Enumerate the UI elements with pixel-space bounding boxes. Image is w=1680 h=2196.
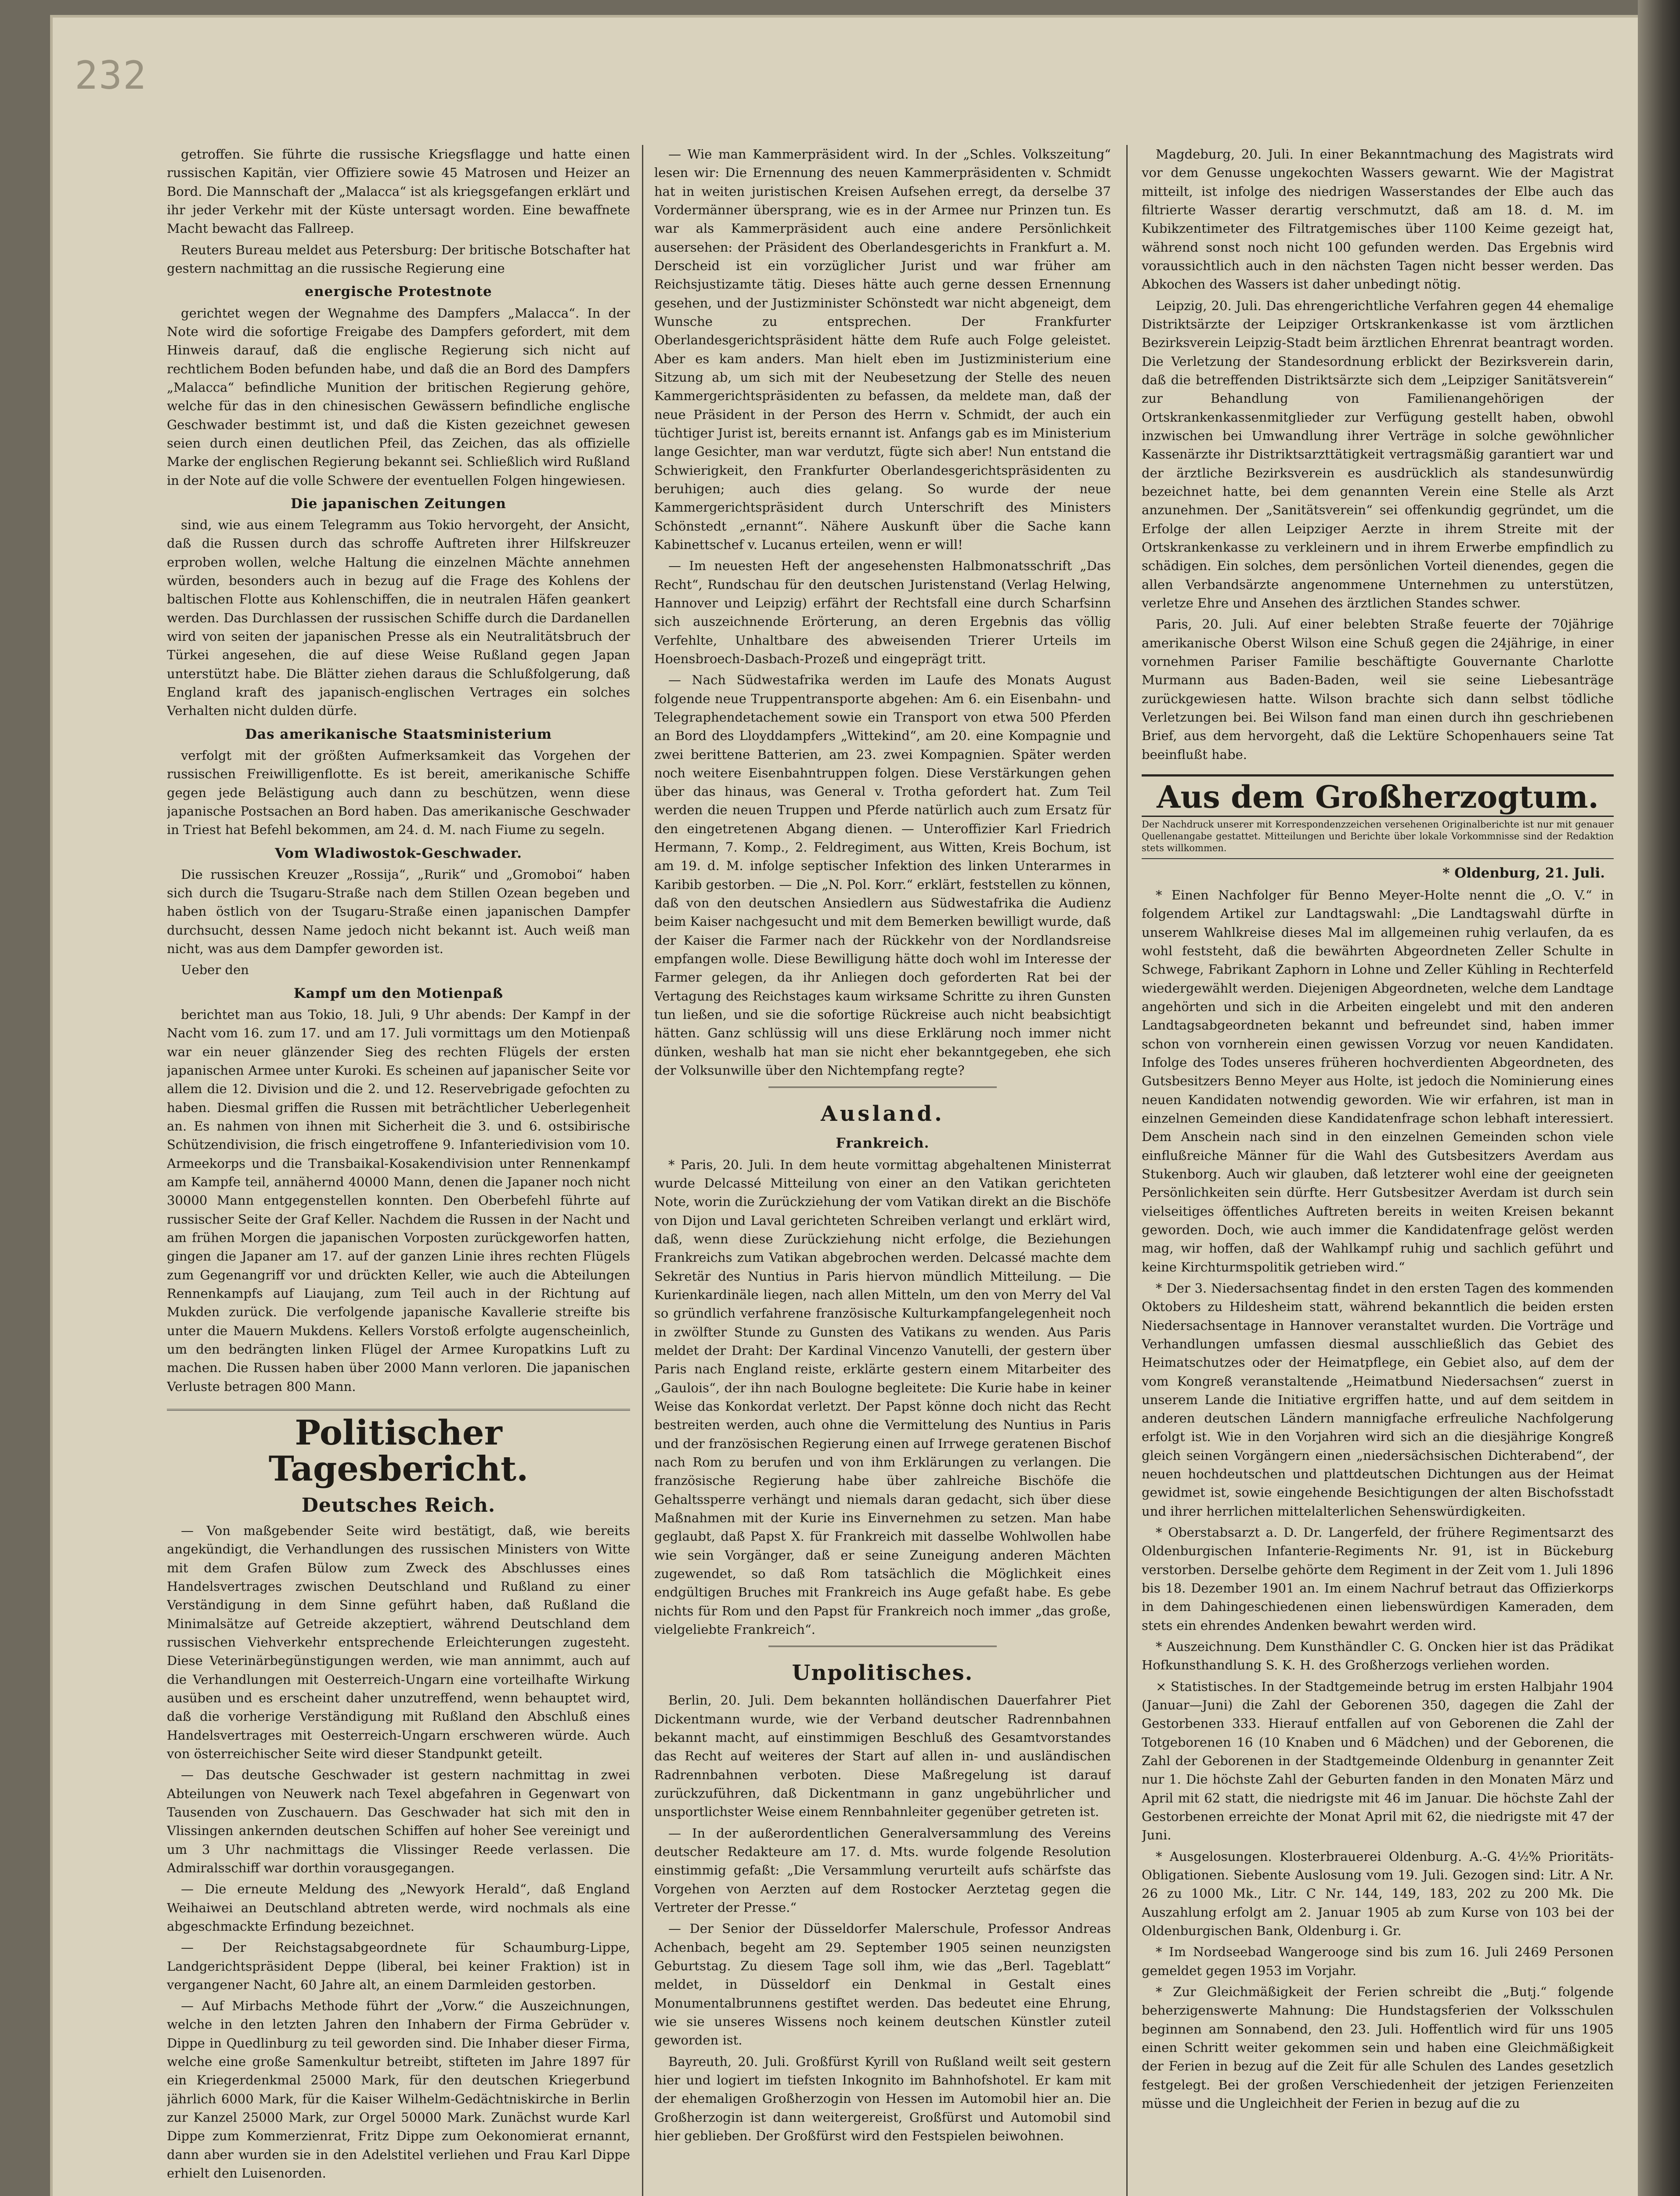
paragraph: — Der Senior der Düsseldorfer Malerschule, Professor Andreas Achenbach, begeht am 29. September 1905 seinen neunzigsten Geburtstag. Zu diesem Tage soll ihm, wie das „Berl. Tageblatt“ meldet, in Düsseldorf ein Denkmal in Gestalt eines Monumentalbrunnens gestiftet werden. Das bedeutet eine Ehrung, wie sie unseres Wissens noch keinem deutschen Künstler zuteil geworden ist. bbox=[654, 1921, 1111, 2048]
column-1 bbox=[167, 145, 630, 2196]
paragraph: Magdeburg, 20. Juli. In einer Bekanntmachung des Magistrats wird vor dem Genusse ungekochten Wassers gewarnt. Wie der Magistrat mitteilt, ist infolge des niedrigen Wasserstandes der Elbe auch das filtrierte Wasser derartig verschmutzt, daß am 18. d. M. im Kubikzentimeter des Filtratgemisches über 1100 Keime gezeigt hat, während sonst noch nicht 100 gefunden werden. Das Ergebnis wird voraussichtlich auch in den nächsten Tagen nicht besser werden. Das Abkochen des Wassers ist daher unbedingt nötig. bbox=[1142, 147, 1614, 292]
section-title: Unpolitisches. bbox=[792, 1661, 973, 1686]
paragraph: Berlin, 20. Juli. Dem bekannten holländischen Dauerfahrer Piet Dickentmann wurde, wie der Verband deutscher Radrennbahnen bekannt macht, auf einstimmigen Beschluß des Gesamtvorstandes das Recht auf weiteres der Start auf allen in- und ausländischen Radrennbahnen verboten. Diese Maßregelung ist darauf zurückzuführen, daß Dickentmann in ganz ungebührlicher und unsportlichster Weise einem Rennbahnleiter gegenüber getreten ist. bbox=[654, 1693, 1111, 1820]
paragraph: — Im neuesten Heft der angesehensten Halbmonatsschrift „Das Recht“, Rundschau für den deutschen Juristenstand (Verlag Helwing, Hannover und Leipzig) erfährt der Rechtsfall eine durch Scharfsinn sich auszeichnende Erörterung, an deren Ergebnis das völlig Verfehlte, Unhaltbare des abweisenden Trierer Urteils im Hoensbroech-Dasbach-Prozeß und eingeprägt tritt. bbox=[654, 558, 1111, 666]
paragraph: — Der Reichstagsabgeordnete für Schaumburg-Lippe, Landgerichtspräsident Deppe (liberal, bei keiner Fraktion) ist in vergangener Nacht, 60 Jahre alt, an einem Darmleiden gestorben. bbox=[167, 1940, 630, 1992]
section-subtitle: Deutsches Reich. bbox=[301, 1494, 496, 1517]
paragraph: — Von maßgebender Seite wird bestätigt, daß, wie bereits angekündigt, die Verhandlungen des russischen Ministers von Witte mit dem Grafen Bülow zum Zweck des Abschlusses eines Handelsvertrages zwischen Deutschland und Rußland zu einer Verständigung in dem Sinne geführt haben, daß Rußland die Minimalsätze auf Getreide akzeptiert, während Deutschland dem russischen Viehverkehr entsprechende Erleichterungen zugesteht. Diese Veterinärbegünstigungen werden, wie man annimmt, auch auf die Verhandlungen mit Oesterreich-Ungarn eine vorteilhafte Wirkung ausüben und es erscheint daher unzutreffend, wenn behauptet wird, daß die vorherige Verständigung mit Rußland den Abschluß eines Handelsvertrages mit Oesterreich-Ungarn erschweren würde. Auch von österreichischer Seite wird dieser Standpunkt geteilt. bbox=[167, 1523, 630, 1761]
paragraph: * Oberstabsarzt a. D. Dr. Langerfeld, der frühere Regimentsarzt des Oldenburgischen Infanterie-Regiments Nr. 91, ist in Bückeburg verstorben. Derselbe gehörte dem Regiment in der Zeit vom 1. Juli 1896 bis 18. Dezember 1901 an. Im einem Nachruf betraut das Offizierkorps in dem Dahingeschiedenen einen liebenswürdigen Kameraden, dem stets ein ehrendes Andenken bewahrt werden wird. bbox=[1142, 1525, 1614, 1633]
column-3 bbox=[1142, 145, 1614, 2196]
paragraph: — Auf Mirbachs Methode führt der „Vorw.“ die Auszeichnungen, welche in den letzten Jahren den Inhabern der Firma Gebrüder v. Dippe in Quedlinburg zu teil geworden sind. Die Inhaber dieser Firma, welche eine große Samenkultur betreibt, stifteten im Jahre 1897 für ein Kriegerdenkmal 25000 Mark, für den deutschen Kriegerbund jährlich 6000 Mark, für die Kaiser Wilhelm-Gedächtniskirche in Berlin zur Kanzel 25000 Mark, zur Orgel 50000 Mark. Zunächst wurde Karl Dippe zum Kommerzienrat, Fritz Dippe zum Oekonomierat ernannt, dann aber wurden sie in den Adelstitel verliehen und Frau Karl Dippe erhielt den Luisenorden. bbox=[167, 1998, 630, 2181]
subheading: Das amerikanische Staatsministerium bbox=[245, 726, 552, 742]
paragraph: * Im Nordseebad Wangerooge sind bis zum 16. Juli 2469 Personen gemeldet gegen 1953 im Vorjahr. bbox=[1142, 1944, 1614, 1978]
section-title: Aus dem Großherzogtum. bbox=[1142, 774, 1614, 817]
section-title: Ausland. bbox=[821, 1102, 945, 1127]
separator bbox=[768, 1646, 997, 1647]
column-2 bbox=[654, 145, 1111, 2196]
paragraph: Die russischen Kreuzer „Rossija“, „Rurik“ und „Gromoboi“ haben sich durch die Tsugaru-Straße nach dem Stillen Ozean begeben und haben östlich von der Tsugaru-Straße einen japanischen Dampfer durchsucht, dessen Name jedoch nicht bekannt ist. Auch weiß man nicht, was aus dem Dampfer geworden ist. bbox=[167, 867, 630, 957]
page-edge bbox=[1638, 0, 1680, 2196]
paragraph: sind, wie aus einem Telegramm aus Tokio hervorgeht, der Ansicht, daß die Russen durch das schroffe Auftreten ihrer Hilfskreuzer erproben wollen, welche Haltung die einzelnen Mächte annehmen würden, besonders auch in bezug auf die Frage des Kohlens der baltischen Flotte aus Kohlenschiffen, die in neutralen Häfen geankert werden. Das Durchlassen der russischen Schiffe durch die Dardanellen wird von seiten der japanischen Presse als ein Neutralitätsbruch der Türkei angesehen, die auf diese Weise Rußland gegen Japan unterstützt habe. Die Blätter ziehen daraus die Schlußfolgerung, daß England kraft des japanisch-englischen Vertrages ein solches Verhalten nicht dulden dürfe. bbox=[167, 517, 630, 719]
paragraph: gerichtet wegen der Wegnahme des Dampfers „Malacca“. In der Note wird die sofortige Freigabe des Dampfers gefordert, mit dem Hinweis darauf, daß die englische Regierung sich nicht auf rechtlichem Boden befunden habe, und daß die an Bord des Dampfers „Malacca“ befindliche Munition der britischen Regierung gehöre, welche für das in den chinesischen Gewässern befindliche englische Geschwader bestimmt ist, und daß die Kisten gezeichnet gewesen seien durch einen deutlichen Pfeil, das Zeichen, das als offizielle Marke der englischen Regierung bekannt sei. Schließlich wird Rußland in der Note auf die volle Schwere der eventuellen Folgen hingewiesen. bbox=[167, 305, 630, 488]
dateline: * Oldenburg, 21. Juli. bbox=[1442, 865, 1605, 881]
paragraph: — Die erneute Meldung des „Newyork Herald“, daß England Weihaiwei an Deutschland abtreten werde, wird nochmals als eine abgeschmackte Erfindung bezeichnet. bbox=[167, 1882, 630, 1934]
column-divider bbox=[642, 145, 643, 2196]
column-divider bbox=[1126, 145, 1128, 2196]
paragraph: — Nach Südwestafrika werden im Laufe des Monats August folgende neue Truppentransporte abgehen: Am 6. ein Eisenbahn- und Telegraphendetachement sowie ein Transport von etwa 500 Pferden an Bord des Lloyddampfers „Wittekind“, am 20. eine Kompagnie und zwei berittene Batterien, am 23. zwei Kompagnien. Später werden noch weitere Eisenbahntruppen folgen. Diese Verstärkungen gehen über das hinaus, was General v. Trotha gefordert hat. Zum Teil werden die neuen Truppen und Pferde natürlich auch zum Ersatz für den eingetretenen Abgang dienen. — Unteroffizier Karl Friedrich Hermann, 7. Komp., 2. Feldregiment, aus Witten, Kreis Bochum, ist am 19. d. M. infolge septischer Infektion des linken Unterarmes in Karibib gestorben. — Die „N. Pol. Korr.“ erklärt, feststellen zu können, daß von den deutschen Ansiedlern aus Südwestafrika die Audienz beim Kaiser nachgesucht und mit dem Bemerken bewilligt wurde, daß der Kaiser die Farmer nach der Rückkehr von der Nordlandsreise empfangen wolle. Diese Bewilligung hätte doch wohl im Interesse der Farmer gelegen, da ihr Anliegen doch geforderten Rat bei der Vertagung des Reichstages kaum wirksame Schritte zu ihren Gunsten tun ließen, und sie die sofortige Rückreise auch nicht beabsichtigt hätten. Ganz schlüssig will uns diese Erklärung noch immer nicht dünken, weshalb hat man sie nicht eher bekanntgegeben, ehe sich der Volksunwille über den Nichtempfang regte? bbox=[654, 672, 1111, 1078]
paragraph: Bayreuth, 20. Juli. Großfürst Kyrill von Rußland weilt seit gestern hier und logiert im tiefsten Inkognito im Bahnhofshotel. Er kam mit der ehemaligen Großherzogin von Hessen im Automobil hier an. Die Großherzogin ist dann weitergereist, Großfürst und Automobil sind hier geblieben. Der Großfürst wird den Festspielen beiwohnen. bbox=[654, 2054, 1111, 2143]
paragraph: Paris, 20. Juli. Auf einer belebten Straße feuerte der 70jährige amerikanische Oberst Wilson eine Schuß gegen die 24jährige, in einer vornehmen Pariser Familie beschäftigte Gouvernante Charlotte Murmann aus Baden-Baden, weil sie seine Liebesanträge zurückgewiesen hatte. Wilson brachte sich dann selbst tödliche Verletzungen bei. Bei Wilson fand man einen durch ihn geschriebenen Brief, aus dem hervorgeht, daß die Lektüre Schopenhauers seine Tat beeinflußt habe. bbox=[1142, 617, 1614, 762]
paragraph: — In der außerordentlichen Generalversammlung des Vereins deutscher Redakteure am 17. d. Mts. wurde folgende Resolution einstimmig gefaßt: „Die Versammlung verurteilt aufs schärfste das Vorgehen von Aerzten auf dem Rostocker Aerztetag gegen die Vertreter der Presse.“ bbox=[654, 1825, 1111, 1915]
paragraph: — Das deutsche Geschwader ist gestern nachmittag in zwei Abteilungen von Neuwerk nach Texel abgefahren in Gegenwart von Tausenden von Zuschauern. Das Geschwader hat sich mit den in Vlissingen ankernden deutschen Schiffen auf hoher See vereinigt und um 3 Uhr nachmittags die Vlissinger Reede verlassen. Die Admiralsschiff war dorthin vorausgegangen. bbox=[167, 1767, 630, 1875]
paragraph: * Einen Nachfolger für Benno Meyer-Holte nennt die „O. V.“ in folgendem Artikel zur Landtagswahl: „Die Landtagswahl dürfte in unserem Wahlkreise dieses Mal im allgemeinen ruhig verlaufen, da es wohl feststeht, daß die bewährten Abgeordneten Zeller Schulte in Schwege, Fabrikant Zaphorn in Lohne und Zeller Kühling in Rechterfeld wiedergewählt werden. Diejenigen Abgeordneten, welche dem Landtage angehörten und sich in die Arbeiten eingelebt und mit den anderen Landtagsabgeordneten bekannt und befreundet sind, haben immer schon von vornherein einen gewissen Vorzug vor neuen Kandidaten. Infolge des Todes unseres früheren hochverdienten Abgeordneten, des Gutsbesitzers Benno Meyer aus Holte, ist jedoch die Nominierung eines neuen Kandidaten notwendig geworden. Wie wir erfahren, ist man in einzelnen Gemeinden diese Kandidatenfrage schon lebhaft interessiert. Dem Anschein nach sind in den einzelnen Gemeinden schon viele einflußreiche Männer für die Wahl des Gutsbesitzers Averdam aus Stukenborg. Auch wir glauben, daß letzterer wohl eine der geeigneten Persönlichkeiten sein dürfte. Herr Gutsbesitzer Averdam ist durch sein vielseitiges öffentliches Auftreten bereits in weiten Kreisen bekannt geworden. Doch, wie auch immer die Kandidatenfrage gelöst werden mag, wir hoffen, daß der Wahlkampf ruhig und sachlich geführt und keine Kirchturmspolitik getrieben wird.“ bbox=[1142, 887, 1614, 1275]
section-subtitle: Frankreich. bbox=[836, 1135, 930, 1152]
paragraph: verfolgt mit der größten Aufmerksamkeit das Vorgehen der russischen Freiwilligenflotte. Es ist bereit, amerikanische Schiffe gegen jede Belästigung auch dann zu beschützen, wenn diese japanische Postsachen an Bord haben. Das amerikanische Geschwader in Triest hat Befehl bekommen, am 24. d. M. nach Fiume zu segeln. bbox=[167, 748, 630, 838]
paragraph: Ueber den bbox=[181, 962, 249, 978]
paragraph: * Paris, 20. Juli. In dem heute vormittag abgehaltenen Ministerrat wurde Delcassé Mitteilung von einer an den Vatikan gerichteten Note, worin die Zurückziehung der vom Vatikan direkt an die Bischöfe von Dijon und Laval gerichteten Schreiben verlangt und erklärt wird, daß, wenn diese Zurückziehung nicht erfolge, die Beziehungen Frankreichs zum Vatikan abgebrochen werden. Delcassé machte dem Sekretär des Nuntius in Paris hiervon mündlich Mitteilung. — Die Kurienkardinäle liegen, nach allen Mitteln, um den von Merry del Val so gründlich verfahrene französische Kulturkampfangelegenheit noch in zwölfter Stunde zu Gunsten des Vatikans zu wenden. Aus Paris meldet der Draht: Der Kardinal Vincenzo Vanutelli, der gestern über Paris nach England reiste, erklärte gestern einem Mitarbeiter des „Gaulois“, der ihn nach Boulogne begleitete: Die Kurie habe in keiner Weise das Konkordat verletzt. Der Papst könne doch nicht das Recht bestreiten werden, auch ohne die Vermittelung des Nuntius in Paris und der französischen Regierung einen auf Irrwege geratenen Bischof nach Rom zu berufen und von ihm Erklärungen zu verlangen. Die französische Regierung habe über zahlreiche Bischöfe die Gehaltssperre verhängt und niemals daran gedacht, sich über diese Maßnahmen mit der Kurie ins Einvernehmen zu setzen. Man habe geglaubt, daß Papst X. für Frankreich mit dasselbe Wohlwollen habe wie sein Vorgänger, daß er seine Zuneigung anderen Mächten zugewendet, so daß Rom tatsächlich die Möglichkeit eines endgültigen Bruches mit Frankreich ins Auge gefaßt habe. Es gebe nichts für Rom und den Papst für Frankreich noch immer „das große, vielgeliebte Frankreich“. bbox=[654, 1157, 1111, 1637]
page-number: 232 bbox=[75, 53, 147, 98]
subheading: Kampf um den Motienpaß bbox=[293, 985, 504, 1001]
section-title: Politischer Tagesbericht. bbox=[167, 1409, 630, 1487]
paragraph: * Auszeichnung. Dem Kunsthändler C. G. Oncken hier ist das Prädikat Hofkunsthandlung S. K. H. des Großherzogs verliehen worden. bbox=[1142, 1639, 1614, 1673]
paragraph: × Statistisches. In der Stadtgemeinde betrug im ersten Halbjahr 1904 (Januar—Juni) die Zahl der Geborenen 350, dagegen die Zahl der Gestorbenen 333. Hierauf entfallen auf von Geborenen die Zahl der Totgeborenen 16 (10 Knaben und 6 Mädchen) und der Geborenen, die Zahl der Geborenen in der Stadtgemeinde Oldenburg in genannter Zeit nur 1. Die höchste Zahl der Geburten fanden in den Monaten März und April mit 62 statt, die niedrigste mit 46 im Januar. Die höchste Zahl der Gestorbenen erreichte der Monat April mit 62, die niedrigste mit 47 der Juni. bbox=[1142, 1679, 1614, 1843]
subheading: Vom Wladiwostok-Geschwader. bbox=[274, 845, 523, 861]
subheading: Die japanischen Zeitungen bbox=[291, 495, 506, 512]
reprint-notice: Der Nachdruck unserer mit Korrespondenzzeichen versehenen Originalberichte ist nur mit genauer Quellenangabe gestattet. Mitteilungen und Berichte über lokale Vorkommnisse sind der Redaktion stets willkommen. bbox=[1142, 819, 1614, 859]
paragraph: Reuters Bureau meldet aus Petersburg: Der britische Botschafter hat gestern nachmittag an die russische Regierung eine bbox=[167, 242, 630, 276]
paragraph: berichtet man aus Tokio, 18. Juli, 9 Uhr abends: Der Kampf in der Nacht vom 16. zum 17. und am 17. Juli vormittags um den Motienpaß war ein neuer glänzender Sieg des rechten Flügels der ersten japanischen Armee unter Kuroki. Es scheinen auf japanischer Seite vor allem die 12. Division und die 2. und 12. Reservebrigade gefochten zu haben. Diesmal griffen die Russen mit beträchtlicher Ueberlegenheit an. Es nahmen von ihnen mit Sicherheit die 3. und 6. ostsibirische Schützendivision, die frisch eingetroffene 9. Infanteriedivision vom 10. Armeekorps und die Transbaikal-Kosakendivision unter Rennenkampf am Kampfe teil, annähernd 40000 Mann, denen die Japaner noch nicht 30000 Mann entgegenstellen konnten. Den Oberbefehl führte auf russischer Seite der Graf Keller. Nachdem die Russen in der Nacht und am frühen Morgen die japanischen Vorposten zurückgeworfen hatten, gingen die Japaner am 17. auf der ganzen Linie ihres rechten Flügels zum Gegenangriff vor und drückten Keller, wie auch die Abteilungen Rennenkampfs auf Liaujang, zum Teil auch in der Richtung auf Mukden zurück. Die verfolgende japanische Kavallerie streifte bis unter die Mauern Mukdens. Kellers Vorstoß erfolgte augenscheinlich, um den bedrängten linken Flügel der Armee Kuropatkins Luft zu machen. Die Russen haben über 2000 Mann verloren. Die japanischen Verluste betragen 800 Mann. bbox=[167, 1007, 630, 1394]
separator bbox=[768, 1087, 997, 1088]
paragraph: * Zur Gleichmäßigkeit der Ferien schreibt die „Butj.“ folgende beherzigenswerte Mahnung: Die Hundstagsferien der Volksschulen beginnen am Sonnabend, den 23. Juli. Hoffentlich wird für uns 1905 einen Schritt weiter gekommen sein und haben eine Gleichmäßigkeit der Ferien in bezug auf die Zeit für alle Schulen des Landes gesetzlich festgelegt. Bei der großen Verschiedenheit der jetzigen Ferienzeiten müsse und die Ungleichheit der Ferien in bezug auf die zu bbox=[1142, 1984, 1614, 2111]
paragraph: — Wie man Kammerpräsident wird. In der „Schles. Volkszeitung“ lesen wir: Die Ernennung des neuen Kammerpräsidenten v. Schmidt hat in weiten juristischen Kreisen Aufsehen erregt, da derselbe 37 Vordermänner übersprang, wie es in der Armee nur Prinzen tun. Es war als Kammerpräsident auch eine andere Persönlichkeit ausersehen: der Präsident des Oberlandesgerichts in Frankfurt a. M. Derscheid ist ein vorzüglicher Jurist und war früher am Reichsjustizamte tätig. Dieses hätte auch gerne dessen Ernennung gesehen, und der Justizminister Schönstedt war nicht abgeneigt, dem Wunsche zu entsprechen. Der Frankfurter Oberlandesgerichtspräsident hätte dem Rufe auch Folge geleistet. Aber es kam anders. Man hielt eben im Justizministerium eine Sitzung ab, um sich mit der Neubesetzung der Stelle des neuen Kammergerichtspräsidenten zu befassen, da meldete man, daß der neue Präsident in der Person des Herrn v. Schmidt, der auch ein tüchtiger Jurist ist, bereits ernannt ist. Anfangs gab es im Ministerium lange Gesichter, man war verdutzt, fügte sich aber! Nun entstand die Schwierigkeit, den Frankfurter Oberlandesgerichtspräsidenten zu beruhigen; auch dies gelang. So wurde der neue Kammergerichtspräsident durch Unterschrift des Ministers Schönstedt „ernannt“. Nähere Auskunft über die Sache kann Kabinettschef v. Lucanus erteilen, wenn er will! bbox=[654, 147, 1111, 552]
paragraph: getroffen. Sie führte die russische Kriegsflagge und hatte einen russischen Kapitän, vier Offiziere sowie 45 Matrosen und Heizer an Bord. Die Mannschaft der „Malacca“ ist als kriegsgefangen erklärt und ihr jeder Verkehr mit der Küste untersagt worden. Eine bewaffnete Macht bewacht das Fallreep. bbox=[167, 147, 630, 236]
paragraph: * Ausgelosungen. Klosterbrauerei Oldenburg. A.-G. 4½% Prioritäts-Obligationen. Siebente Auslosung vom 19. Juli. Gezogen sind: Litr. A Nr. 26 zu 1000 Mk., Litr. C Nr. 144, 149, 183, 202 zu 200 Mk. Die Auszahlung erfolgt am 2. Januar 1905 ab zum Kurse von 103 bei der Oldenburgischen Bank, Oldenburg i. Gr. bbox=[1142, 1849, 1614, 1939]
paragraph: Leipzig, 20. Juli. Das ehrengerichtliche Verfahren gegen 44 ehemalige Distriktsärzte der Leipziger Ortskrankenkasse ist vom ärztlichen Bezirksverein Leipzig-Stadt beim ärztlichen Ehrenrat beantragt worden. Die Verletzung der Standesordnung erblickt der Bezirksverein darin, daß die betreffenden Distriktsärzte sich dem „Leipziger Sanitätsverein“ zur Behandlung von Familienangehörigen der Ortskrankenkassenmitglieder zur Verfügung gestellt haben, obwohl inzwischen bei Umwandlung ihrer Verträge in solche gewöhnlicher Kassenärzte ihr Distriktsarzttätigkeit vertragsmäßig garantiert war und der ärztliche Bezirksverein es ausdrücklich als standesunwürdig bezeichnet hatte, bei dem genannten Verein eine Stelle als Arzt anzunehmen. Der „Sanitätsverein“ sei offenkundig gegründet, um die Erfolge der allen Leipziger Aerzte in ihrem Streite mit der Ortskrankenkasse zu verkleinern und in ihrem Erwerbe empfindlich zu schädigen. Ein solches, dem persönlichen Vorteil dienendes, gegen die allen Verbandsärzte angenommene Unternehmen zu unterstützen, verletze Ehre und Ansehen des ärztlichen Standes schwer. bbox=[1142, 298, 1614, 610]
subheading: energische Protestnote bbox=[305, 284, 492, 300]
paragraph: * Der 3. Niedersachsentag findet in den ersten Tagen des kommenden Oktobers zu Hildesheim statt, während bekanntlich die beiden ersten Niedersachsentage in Hannover veranstaltet wurden. Die Vorträge und Verhandlungen umfassen diesmal ausschließlich das Gebiet des Heimatschutzes oder der Heimatpflege, ein Gebiet also, auf dem der vom Kongreß veranstaltende „Heimatbund Niedersachsen“ zuerst in unserem Lande die Initiative ergriffen hatte, und auf dem seitdem in anderen deutschen Ländern mannigfache erfreuliche Nachfolgerung erfolgt ist. Wie in den Vorjahren wird sich an die diesjährige Kongreß gleich seinen Vorgängern einen „niedersächsischen Dichterabend“, der neuen hochdeutschen und plattdeutschen Dichtungen aus der Heimat gewidmet ist, sowie eingehende Besichtigungen der alten Bischofsstadt und ihrer herrlichen mittelalterlichen Sehenswürdigkeiten. bbox=[1142, 1280, 1614, 1519]
